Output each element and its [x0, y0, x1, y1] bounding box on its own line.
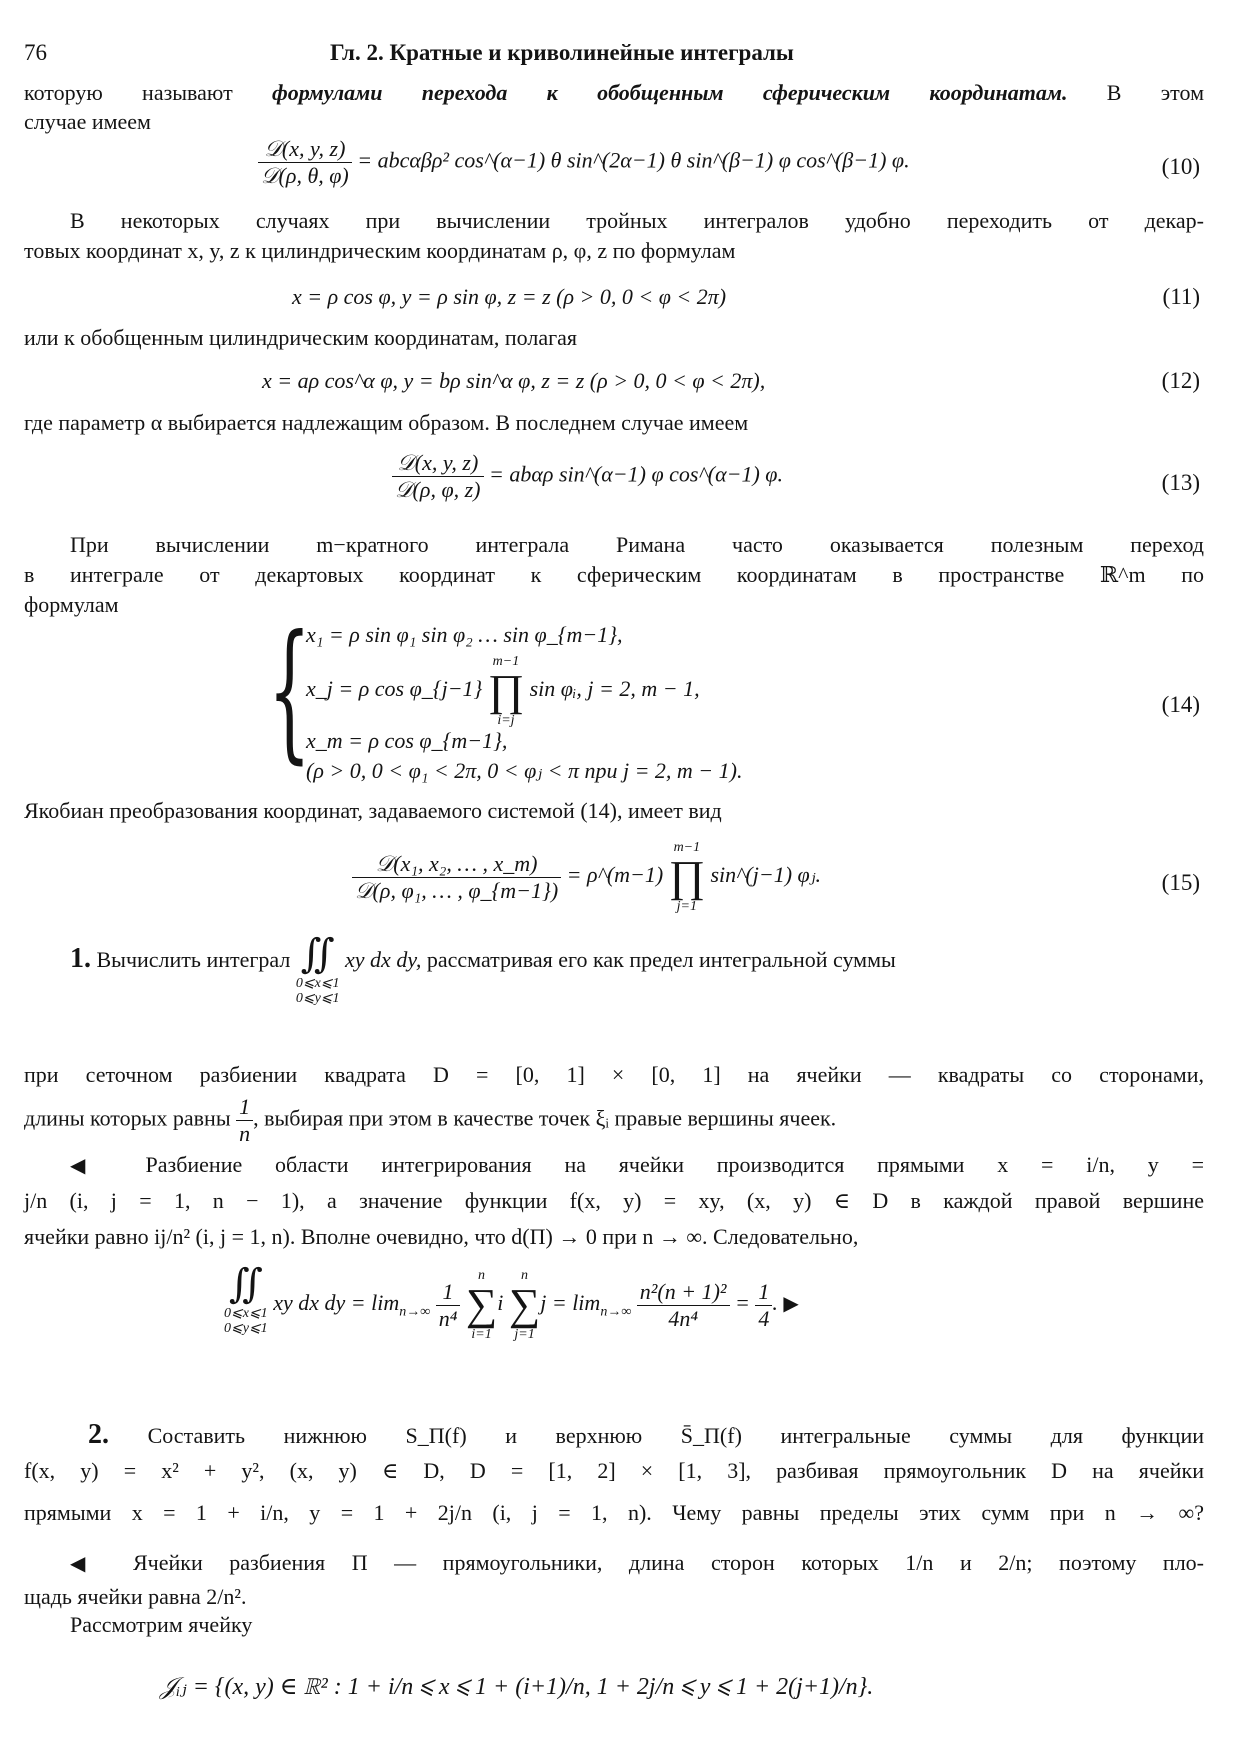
- paragraph-line: товых координат x, y, z к цилиндрическим координатам ρ, φ, z по формулам: [24, 238, 736, 263]
- equals-sign: =: [735, 1290, 750, 1316]
- paragraph-line: щадь ячейки равна 2/n².: [24, 1584, 247, 1609]
- operator-upper-limit: m−1: [673, 840, 701, 855]
- sum-operator: [466, 1268, 497, 1342]
- fraction-numerator: n²(n + 1)²: [637, 1279, 730, 1306]
- fraction-numerator: 𝒟(x, y, z): [258, 136, 352, 163]
- paragraph-line: [70, 1150, 1204, 1181]
- equation-14-line-2: [306, 654, 700, 728]
- term-emphasis: формулами перехода к обобщенным сферическим координатам.: [271, 80, 1068, 105]
- equation-text: xy dx dy = lim: [273, 1290, 400, 1316]
- text-span: В этом: [1067, 80, 1205, 105]
- equation-rhs: sin φᵢ, j = 2, m − 1,: [529, 676, 700, 702]
- paragraph-line: или к обобщенным цилиндрическим координатам, полагая: [24, 325, 578, 350]
- limit-subscript: n→∞: [600, 1304, 632, 1320]
- integrand: xy dx dy,: [345, 947, 422, 972]
- operator-lower-limit: i=1: [471, 1327, 492, 1342]
- fraction-denominator: 𝒟(ρ, θ, φ): [261, 163, 349, 188]
- paragraph-line: при сеточном разбиении квадрата D = [0, 1] × [0, 1] на ячейки — квадраты со сторонами,: [24, 1062, 1204, 1087]
- fraction-numerator: 𝒟(x, y, z): [392, 450, 484, 477]
- text-span: длины которых равны: [24, 1105, 231, 1131]
- jacobian-fraction: [258, 136, 352, 189]
- sum-operator: [509, 1268, 540, 1342]
- problem-number: 1.: [70, 943, 91, 974]
- inline-fraction: [436, 1279, 461, 1332]
- product-symbol: ∏: [487, 666, 525, 715]
- problem-number: 2.: [88, 1419, 109, 1450]
- equation-rhs: = abcαβρ² cos^(α−1) θ sin^(2α−1) θ sin^(β−1) φ cos^(β−1) φ.: [357, 147, 910, 173]
- inline-fraction: [755, 1279, 772, 1332]
- equation-14-line-3: x_m = ρ cos φ_{m−1},: [306, 728, 508, 753]
- equation-label-10: (10): [1161, 154, 1200, 179]
- jacobian-fraction: [352, 851, 561, 904]
- text-span: Разбиение области интегрирования на ячейки производится прямыми x = i/n, y =: [145, 1152, 1204, 1177]
- fraction-numerator: 1: [436, 1279, 461, 1306]
- paragraph-line: j/n (i, j = 1, n − 1), а значение функции f(x, y) = xy, (x, y) ∈ D в каждой правой вершине: [24, 1188, 1204, 1213]
- equation-13: [392, 450, 783, 503]
- fraction-denominator: n: [239, 1121, 251, 1146]
- text-span: Составить нижнюю S_Π(f) и верхнюю S̄_Π(f) интегральные суммы для функции: [147, 1423, 1205, 1448]
- paragraph-line: При вычислении m−кратного интеграла Римана часто оказывается полезным переход: [70, 532, 1204, 557]
- equation-label-13: (13): [1161, 470, 1200, 495]
- paragraph-line: [70, 1548, 1204, 1579]
- double-integral: [224, 1262, 268, 1336]
- integral-limit: 0⩽x⩽1: [295, 976, 340, 991]
- equation-rhs: = ρ^(m−1): [566, 862, 664, 888]
- paragraph-line: [24, 78, 1204, 108]
- solution-start-marker: ◀: [70, 1553, 107, 1575]
- paragraph-line: В некоторых случаях при вычислении тройных интегралов удобно переходить от декар-: [70, 208, 1204, 233]
- equation-10: [258, 136, 910, 189]
- paragraph-line: Рассмотрим ячейку: [70, 1612, 253, 1637]
- sum-symbol: ∑: [508, 1280, 541, 1329]
- integral-limit: 0⩽y⩽1: [224, 1321, 268, 1336]
- integral-symbol: ∬: [228, 1261, 263, 1306]
- text-span: Ячейки разбиения Π — прямоугольники, длина сторон которых 1/n и 2/n; поэтому пло-: [133, 1550, 1204, 1575]
- paragraph-line: [24, 1094, 1204, 1147]
- equation-14-line-1: x₁ = ρ sin φ₁ sin φ₂ … sin φ_{m−1},: [306, 622, 623, 647]
- paragraph-line: ячейки равно ij/n² (i, j = 1, n). Вполне очевидно, что d(Π) → 0 при n → ∞. Следовательно,: [24, 1224, 859, 1249]
- integral-limit: 0⩽y⩽1: [295, 991, 340, 1006]
- paragraph-line: где параметр α выбирается надлежащим образом. В последнем случае имеем: [24, 410, 749, 435]
- solution-end-marker: ▶: [783, 1293, 799, 1316]
- equation-12: x = aρ cos^α φ, y = bρ sin^α φ, z = z (ρ > 0, 0 < φ < 2π),: [262, 368, 766, 393]
- equation-rhs: sin^(j−1) φⱼ.: [710, 862, 822, 888]
- text-span: которую называют: [24, 80, 272, 105]
- operator-lower-limit: i=j: [497, 713, 515, 728]
- fraction-denominator: n⁴: [438, 1305, 458, 1331]
- fraction-denominator: 4n⁴: [668, 1305, 698, 1331]
- equation-label-15: (15): [1161, 870, 1200, 895]
- summand: i: [497, 1290, 504, 1316]
- jacobian-fraction: [392, 450, 484, 503]
- product-operator: [488, 654, 524, 728]
- equation-text: j = lim: [540, 1290, 601, 1316]
- integral-symbol: ∬: [300, 931, 335, 976]
- fraction-denominator: 𝒟(ρ, φ₁, … , φ_{m−1}): [355, 877, 559, 903]
- double-integral: [296, 932, 340, 1006]
- system-brace: {: [268, 604, 311, 778]
- fraction-numerator: 1: [755, 1279, 772, 1306]
- operator-lower-limit: j=1: [514, 1327, 535, 1342]
- text-span: .: [772, 1290, 778, 1316]
- page-number: 76: [24, 40, 47, 65]
- problem-1-statement: [70, 931, 1204, 1006]
- solution-start-marker: ◀: [70, 1155, 113, 1177]
- inline-fraction: [637, 1279, 730, 1332]
- operator-upper-limit: n: [521, 1268, 529, 1283]
- inline-fraction: [236, 1094, 253, 1147]
- equation-label-11: (11): [1162, 284, 1200, 309]
- equation-label-14: (14): [1161, 692, 1200, 717]
- equation-rhs: = abαρ sin^(α−1) φ cos^(α−1) φ.: [489, 461, 783, 487]
- cell-definition-equation: 𝒥ᵢⱼ = {(x, y) ∈ ℝ² : 1 + i/n ⩽ x ⩽ 1 + (i+1)/n, 1 + 2j/n ⩽ y ⩽ 1 + 2(j+1)/n}.: [160, 1674, 874, 1700]
- fraction-numerator: 𝒟(x₁, x₂, … , x_m): [352, 851, 561, 878]
- equation-11: x = ρ cos φ, y = ρ sin φ, z = z (ρ > 0, 0 < φ < 2π): [292, 284, 727, 309]
- operator-upper-limit: m−1: [492, 654, 520, 669]
- text-span: , выбирая при этом в качестве точек ξᵢ правые вершины ячеек.: [253, 1105, 837, 1131]
- sum-symbol: ∑: [465, 1280, 498, 1329]
- paragraph-line: f(x, y) = x² + y², (x, y) ∈ D, D = [1, 2] × [1, 3], разбивая прямоугольник D на ячейки: [24, 1458, 1204, 1483]
- text-span: Вычислить интеграл: [96, 947, 291, 972]
- equation-15: [352, 840, 821, 914]
- limit-subscript: n→∞: [399, 1304, 431, 1320]
- text-span: рассматривая его как предел интегральной суммы: [426, 947, 896, 972]
- equation-14-line-4: (ρ > 0, 0 < φ₁ < 2π, 0 < φⱼ < π при j = 2, m − 1).: [306, 758, 743, 783]
- operator-upper-limit: n: [478, 1268, 486, 1283]
- equation-lhs: x_j = ρ cos φ_{j−1}: [306, 676, 483, 702]
- problem-1-result: [224, 1261, 799, 1342]
- product-symbol: ∏: [668, 852, 705, 901]
- chapter-title: Гл. 2. Кратные и криволинейные интегралы: [330, 40, 794, 65]
- paragraph-line: в интеграле от декартовых координат к сферическим координатам в пространстве ℝ^m по: [24, 562, 1204, 587]
- paragraph-line: формулам: [24, 592, 119, 617]
- fraction-numerator: 1: [236, 1094, 253, 1121]
- fraction-denominator: 4: [758, 1305, 770, 1331]
- operator-lower-limit: j=1: [676, 899, 698, 914]
- integral-limit: 0⩽x⩽1: [224, 1306, 268, 1321]
- product-operator: [669, 840, 705, 914]
- fraction-denominator: 𝒟(ρ, φ, z): [395, 477, 481, 502]
- problem-2-line: [88, 1420, 1204, 1451]
- paragraph-line: Якобиан преобразования координат, задаваемого системой (14), имеет вид: [24, 798, 722, 823]
- equation-label-12: (12): [1161, 368, 1200, 393]
- paragraph-line: прямыми x = 1 + i/n, y = 1 + 2j/n (i, j = 1, n). Чему равны пределы этих сумм при n → ∞?: [24, 1500, 1204, 1525]
- paragraph-line: случае имеем: [24, 109, 151, 134]
